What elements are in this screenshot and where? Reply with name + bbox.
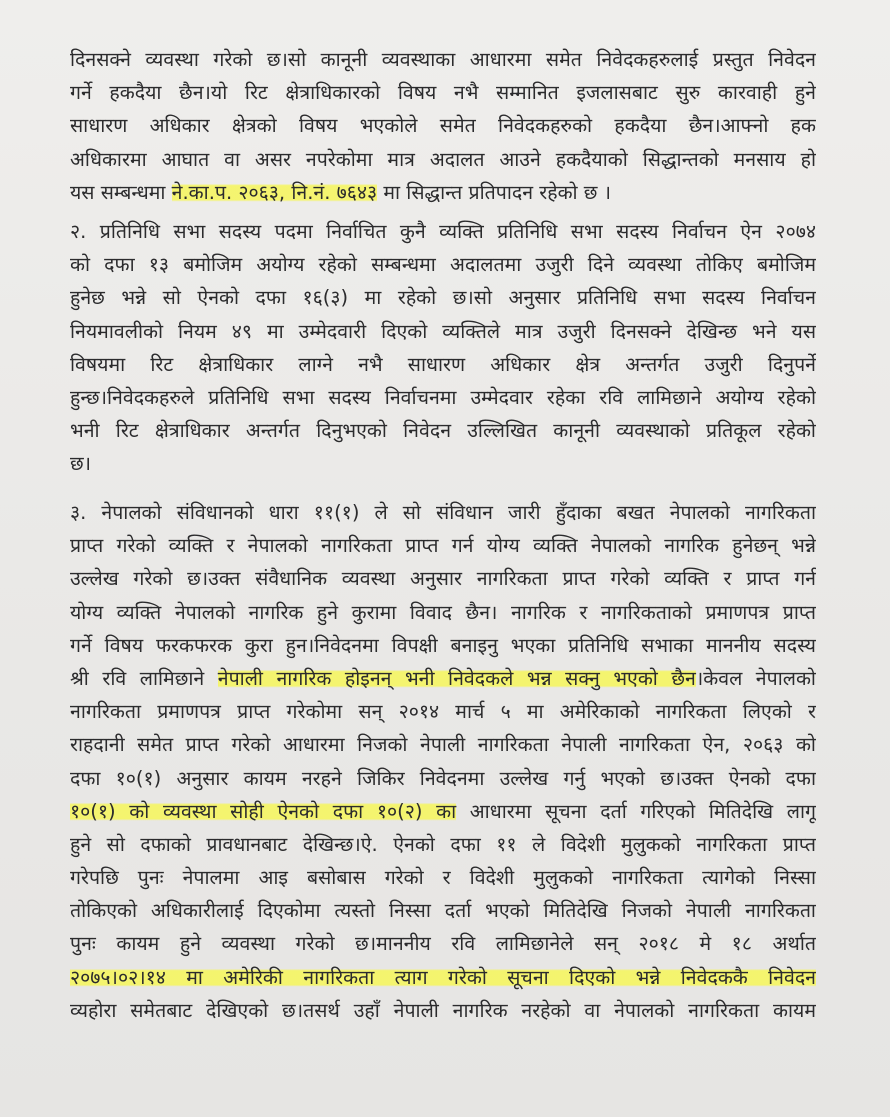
text-line: भनी रिट क्षेत्राधिकार अन्तर्गत दिनुभएको निवेदन उल्लिखित कानूनी व्यवस्थाको प्रतिकूल रहेको <box>70 419 816 443</box>
text-segment: श्री रवि लामिछाने <box>70 666 218 690</box>
text-line <box>70 662 816 695</box>
text-line: गर्ने विषय फरकफरक कुरा हुन।निवेदनमा विपक्षी बनाइनु भएका प्रतिनिधि सभाका माननीय सदस्य <box>70 633 816 657</box>
paragraph-3-point-3 <box>70 496 816 1027</box>
text-line: हुन्छ।निवेदकहरुले प्रतिनिधि सभा सदस्य निर्वाचनमा उम्मेदवार रहेका रवि लामिछाने अयोग्य रहेको <box>70 385 816 409</box>
text-line: पुनः कायम हुने व्यवस्था गरेको छ।माननीय रवि लामिछानेले सन् २०१८ मे १८ अर्थात <box>70 932 816 956</box>
text-line: गर्ने हकदैया छैन।यो रिट क्षेत्राधिकारको विषय नभै सम्मानित इजलासबाट सुरु कारवाही हुने <box>70 81 816 105</box>
text-line: छ। <box>70 452 92 476</box>
text-line: दफा १०(१) अनुसार कायम नरहने जिकिर निवेदनमा उल्लेख गर्नु भएको छ।उक्त ऐनको दफा <box>70 766 816 790</box>
highlighted-text: १०(१) को व्यवस्था सोही ऐनको दफा १०(२) का <box>70 799 457 823</box>
text-line <box>70 795 816 828</box>
text-segment: मा सिद्धान्त प्रतिपादन रहेको छ । <box>377 180 612 204</box>
text-line: साधारण अधिकार क्षेत्रको विषय भएकोले समेत निवेदकहरुको हकदैया छैन।आफ्नो हक <box>70 114 816 138</box>
text-line: प्राप्त गरेको व्यक्ति र नेपालको नागरिकता प्राप्त गर्न योग्य व्यक्ति नेपालको नागरिक हुनेछन् भन्ने <box>70 534 816 558</box>
text-line: योग्य व्यक्ति नेपालको नागरिक हुने कुरामा विवाद छैन। नागरिक र नागरिकताको प्रमाणपत्र प्राप्त <box>70 600 816 624</box>
paragraph-1 <box>70 43 816 209</box>
highlighted-text: २०७५।०२।१४ मा अमेरिकी नागरिकता त्याग गरेको सूचना दिएको भन्ने निवेदककै निवेदन <box>70 965 816 989</box>
text-line: तोकिएको अधिकारीलाई दिएकोमा त्यस्तो निस्सा दर्ता भएको मितिदेखि निजको नेपाली नागरिकता <box>70 899 816 923</box>
text-line: नियमावलीको नियम ४९ मा उम्मेदवारी दिएको व्यक्तिले मात्र उजुरी दिनसक्ने देखिन्छ भने यस <box>70 319 816 343</box>
text-line: हुने सो दफाको प्रावधानबाट देखिन्छ।ऐ. ऐनको दफा ११ ले विदेशी मुलुकको नागरिकता प्राप्त <box>70 832 816 856</box>
highlighted-text: नेपाली नागरिक होइनन् भनी निवेदकले भन्न सक्नु भएको छैन <box>217 666 696 690</box>
text-line: हुनेछ भन्ने सो ऐनको दफा १६(३) मा रहेको छ।सो अनुसार प्रतिनिधि सभा सदस्य निर्वाचन <box>70 286 816 310</box>
text-line <box>70 176 816 209</box>
text-segment: यस सम्बन्धमा <box>70 180 172 204</box>
text-line: राहदानी समेत प्राप्त गरेको आधारमा निजको नेपाली नागरिकता नेपाली नागरिकता ऐन, २०६३ को <box>70 733 816 757</box>
text-segment: आधारमा सूचना दर्ता गरिएको मितिदेखि लागू <box>456 799 816 823</box>
text-line <box>70 961 816 994</box>
text-line: नागरिकता प्रमाणपत्र प्राप्त गरेकोमा सन् २०१४ मार्च ५ मा अमेरिकाको नागरिकता लिएको र <box>70 700 816 724</box>
text-line: व्यहोरा समेतबाट देखिएको छ।तसर्थ उहाँ नेपाली नागरिक नरहेको वा नेपालको नागरिकता कायम <box>70 998 816 1022</box>
text-line: ३. नेपालको संविधानको धारा ११(१) ले सो संविधान जारी हुँदाका बखत नेपालको नागरिकता <box>70 501 816 524</box>
text-line: विषयमा रिट क्षेत्राधिकार लाग्ने नभै साधारण अधिकार क्षेत्र अन्तर्गत उजुरी दिनुपर्ने <box>70 352 816 376</box>
text-segment: ।केवल नेपालको <box>695 666 816 690</box>
paragraph-2-point-2 <box>70 215 816 481</box>
text-line: अधिकारमा आघात वा असर नपरेकोमा मात्र अदालत आउने हकदैयाको सिद्धान्तको मनसाय हो <box>70 147 816 171</box>
text-line: २. प्रतिनिधि सभा सदस्य पदमा निर्वाचित कुनै व्यक्ति प्रतिनिधि सभा सदस्य निर्वाचन ऐन २०७४ <box>70 220 816 243</box>
highlighted-text: ने.का.प. २०६३, नि.नं. ७६४३ <box>171 180 378 204</box>
text-line: उल्लेख गरेको छ।उक्त संवैधानिक व्यवस्था अनुसार नागरिकता प्राप्त गरेको व्यक्ति र प्राप्त गर्न <box>70 567 816 591</box>
text-line: दिनसक्ने व्यवस्था गरेको छ।सो कानूनी व्यवस्थाका आधारमा समेत निवेदकहरुलाई प्रस्तुत निवेदन <box>70 48 816 71</box>
text-line: को दफा १३ बमोजिम अयोग्य रहेको सम्बन्धमा अदालतमा उजुरी दिने व्यवस्था तोकिए बमोजिम <box>70 253 816 277</box>
text-line: गरेपछि पुनः नेपालमा आइ बसोबास गरेको र विदेशी मुलुकको नागरिकता त्यागेको निस्सा <box>70 866 816 890</box>
